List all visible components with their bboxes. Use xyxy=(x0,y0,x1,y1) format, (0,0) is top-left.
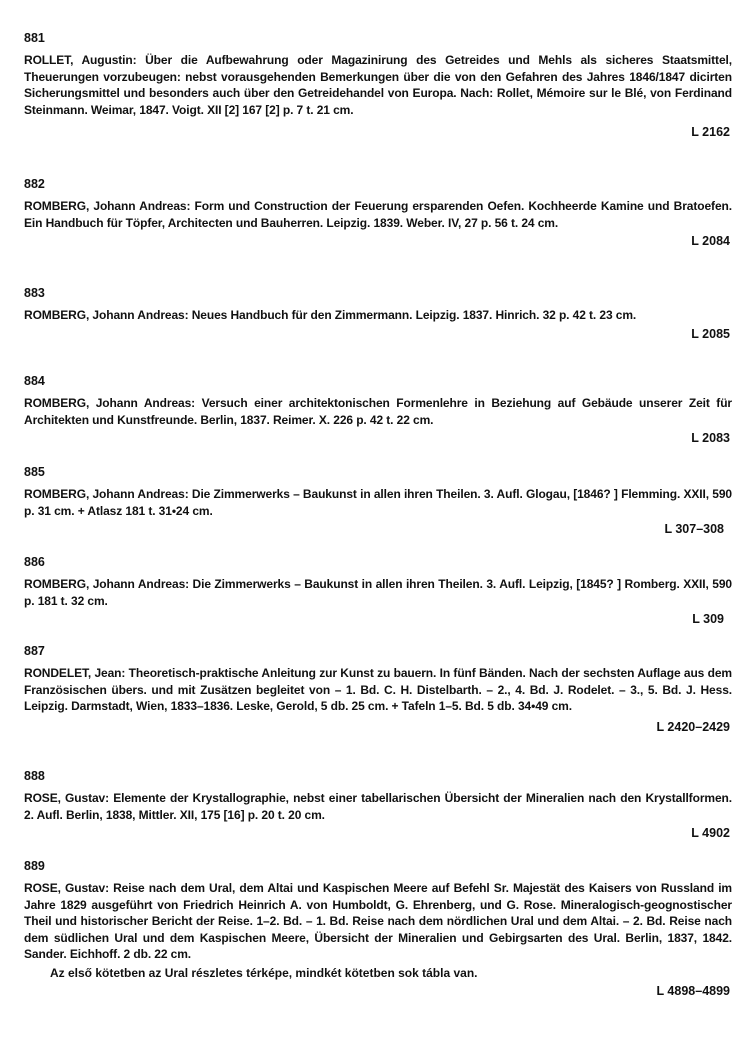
shelf-mark: L 2083 xyxy=(691,431,730,445)
shelf-mark: L 4902 xyxy=(691,826,730,840)
shelf-mark: L 2084 xyxy=(691,234,730,248)
entry-number: 889 xyxy=(24,859,45,873)
entry-description: ROMBERG, Johann Andreas: Neues Handbuch für den Zimmermann. Leipzig. 1837. Hinrich. 32 p. 42 t. 23 cm. xyxy=(24,308,637,322)
entry-description: ROLLET, Augustin: Über die Aufbewahrung oder Magazinirung des Getreides und Mehls als sicheres Staatsmittel, Theuerungen vorzubeugen: nebst vorausgehenden Bemerkungen über die von den Gefahren des Jahres 1846/1847 dicirten Sicherungsmittel und besonders auch über den Getreidehandel von Europa. Nach: Rollet, Mémoire sur le Blé, von Ferdinand Steinmann. Weimar, 1847. Voigt. XII [2] 167 [2] p. 7 t. 21 cm. xyxy=(24,53,732,117)
entry-description: ROSE, Gustav: Reise nach dem Ural, dem Altai und Kaspischen Meere auf Befehl Sr. Majestät des Kaisers von Russland im Jahre 1829 ausgeführt von Friedrich Heinrich A. von Humboldt, G. Ehrenberg, und G. Rose. Mineralogisch-geognostischer Theil und historischer Bericht der Reise. 1–2. Bd. – 1. Bd. Reise nach dem nördlichen Ural und dem Altai. – 2. Bd. Reise nach dem südlichen Ural und dem Kaspischen Meere, Übersicht der Mineralien und Gebirgsarten des Ural. Berlin, 1837, 1842. Sander. Eichhoff. 2 db. 22 cm. xyxy=(24,881,732,961)
entry-number: 888 xyxy=(24,769,45,783)
entry-description: ROMBERG, Johann Andreas: Die Zimmerwerks – Baukunst in allen ihren Theilen. 3. Aufl. Leipzig, [1845? ] Romberg. XXII, 590 p. 181 t. 32 cm. xyxy=(24,577,732,608)
shelf-mark: L 2420–2429 xyxy=(656,719,730,734)
entry-number: 883 xyxy=(24,286,45,300)
catalog-entry-887 xyxy=(24,643,732,735)
shelf-mark: L 2162 xyxy=(691,125,730,139)
catalog-entry-889 xyxy=(24,858,732,999)
entry-description: ROMBERG, Johann Andreas: Versuch einer architektonischen Formenlehre in Beziehung auf Gebäude unserer Zeit für Architekten und Kunstfreunde. Berlin, 1837. Reimer. X. 226 p. 42 t. 22 cm. xyxy=(24,396,732,427)
entry-number: 882 xyxy=(24,177,45,191)
catalog-entry-882 xyxy=(24,176,732,249)
entry-number: 885 xyxy=(24,465,45,479)
shelf-mark: L 2085 xyxy=(691,326,730,341)
entry-note: Az első kötetben az Ural részletes térképe, mindkét kötetben sok tábla van. xyxy=(50,965,478,980)
shelf-mark: L 309 xyxy=(692,612,724,626)
catalog-entry-886 xyxy=(24,554,732,627)
shelf-mark: L 307–308 xyxy=(664,522,724,536)
entry-number: 887 xyxy=(24,644,45,658)
catalog-entry-884 xyxy=(24,373,732,446)
catalog-entry-888 xyxy=(24,768,732,841)
catalog-entry-883 xyxy=(24,285,732,342)
entry-number: 881 xyxy=(24,31,45,45)
entry-number: 884 xyxy=(24,374,45,388)
entry-description: RONDELET, Jean: Theoretisch-praktische Anleitung zur Kunst zu bauern. In fünf Bänden. Nach der sechsten Auflage aus dem Französischen übers. und mit Zusätzen begleitet von – 1. Bd. C. H. Distelbarth. – 2., 4. Bd. J. Rodelet. – 3., 5. Bd. J. Hess. Leipzig. Darmstadt, Wien, 1833–1836. Leske, Gerold, 5 db. 25 cm. + Tafeln 1–5. Bd. 5 db. 34•49 cm. xyxy=(24,666,732,713)
catalog-entry-885 xyxy=(24,464,732,537)
shelf-mark: L 4898–4899 xyxy=(656,984,730,998)
entry-description: ROMBERG, Johann Andreas: Form und Construction der Feuerung ersparenden Oefen. Kochheerde Kamine und Bratoefen. Ein Handbuch für Töpfer, Architecten und Bauherren. Leipzig. 1839. Weber. IV, 27 p. 56 t. 24 cm. xyxy=(24,199,732,230)
entry-description: ROMBERG, Johann Andreas: Die Zimmerwerks – Baukunst in allen ihren Theilen. 3. Aufl. Glogau, [1846? ] Flemming. XXII, 590 p. 31 cm. + Atlasz 181 t. 31•24 cm. xyxy=(24,487,732,518)
entry-description: ROSE, Gustav: Elemente der Krystallographie, nebst einer tabellarischen Übersicht der Mineralien nach den Krystallformen. 2. Aufl. Berlin, 1838, Mittler. XII, 175 [16] p. 20 t. 20 cm. xyxy=(24,791,732,822)
entry-number: 886 xyxy=(24,555,45,569)
catalog-entry-881 xyxy=(24,30,732,140)
